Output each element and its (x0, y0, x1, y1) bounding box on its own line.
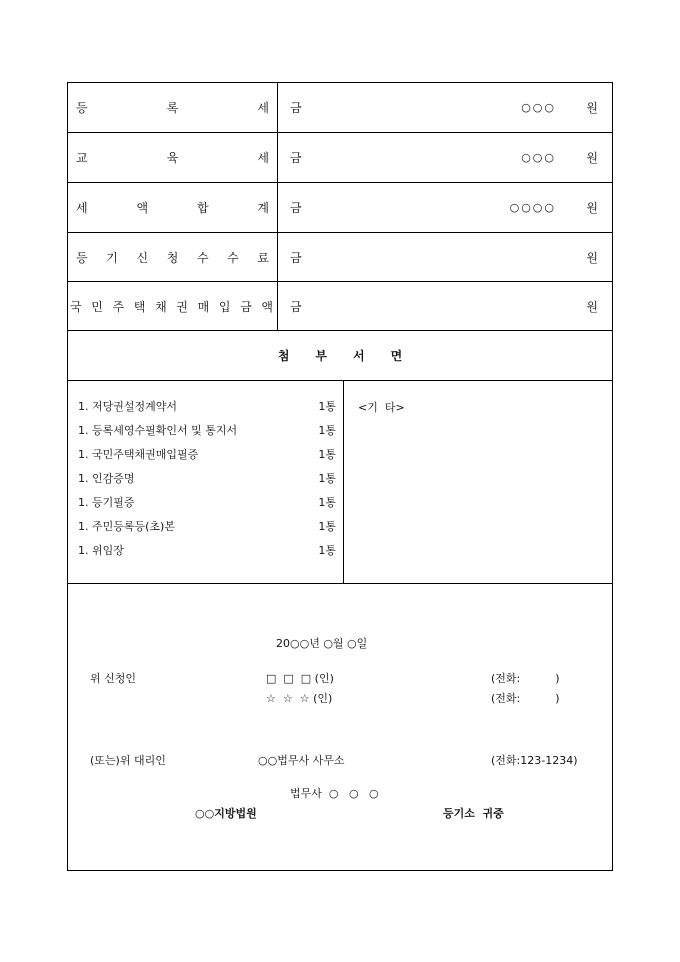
applicant-2-name: ☆ ☆ ☆ (인) (266, 692, 333, 705)
won-label: 원 (586, 299, 598, 314)
registry-office: 등기소 귀중 (443, 807, 504, 820)
won-label: 원 (586, 250, 598, 265)
list-item: 1. 저당권설정계약서 1통 (78, 400, 336, 413)
geum-label: 금 (290, 151, 302, 165)
attachment-list (68, 381, 344, 583)
list-item: 1. 등기필증 1통 (78, 496, 336, 509)
won-label: 원 (586, 101, 598, 115)
fee-label: 국 민 주 택 채 권 매 입 금 액 (68, 282, 278, 330)
fee-row-housing-bond (68, 282, 612, 331)
attachments-heading: 첨 부 서 면 (68, 331, 612, 381)
fee-label: 교 육 세 (68, 133, 278, 182)
applicant-1-phone: (전화: ) (491, 672, 560, 685)
fee-label: 등 기 신 청 수 수 료 (68, 233, 278, 281)
fee-row-registration-tax (68, 83, 612, 133)
won-label: 원 (586, 151, 598, 165)
fee-amount: ○○○ (521, 151, 556, 164)
other-attachments-label: <기 타> (358, 401, 405, 414)
geum-label: 금 (290, 201, 302, 215)
application-date: 20○○년 ○월 ○일 (276, 637, 368, 650)
fee-label: 등 록 세 (68, 83, 278, 132)
list-item: 1. 주민등록등(초)본 1통 (78, 520, 336, 533)
fee-amount: ○○○ (521, 101, 556, 114)
fee-row-tax-total (68, 183, 612, 233)
applicant-2-phone: (전화: ) (491, 692, 560, 705)
fee-row-filing-fee (68, 233, 612, 282)
agent-office: ○○법무사 사무소 (258, 754, 345, 767)
agent-label: (또는)위 대리인 (90, 754, 166, 767)
geum-label: 금 (290, 299, 302, 314)
lawyer-name: 법무사 ○ ○ ○ (290, 787, 379, 800)
court-name: ○○지방법원 (195, 807, 257, 820)
fee-label: 세 액 합 계 (68, 183, 278, 232)
fee-row-education-tax (68, 133, 612, 183)
divider (68, 583, 612, 584)
geum-label: 금 (290, 101, 302, 115)
won-label: 원 (586, 201, 598, 215)
fee-amount: ○○○○ (509, 201, 556, 214)
list-item: 1. 인감증명 1통 (78, 472, 336, 485)
list-item: 1. 등록세영수필확인서 및 통지서 1통 (78, 424, 336, 437)
applicant-label: 위 신청인 (90, 672, 137, 685)
agent-phone: (전화:123-1234) (491, 754, 578, 767)
list-item: 1. 위임장 1통 (78, 544, 336, 557)
applicant-1-name: □ □ □ (인) (266, 672, 334, 685)
geum-label: 금 (290, 250, 302, 265)
registration-application-form (67, 82, 613, 871)
list-item: 1. 국민주택채권매입필증 1통 (78, 448, 336, 461)
